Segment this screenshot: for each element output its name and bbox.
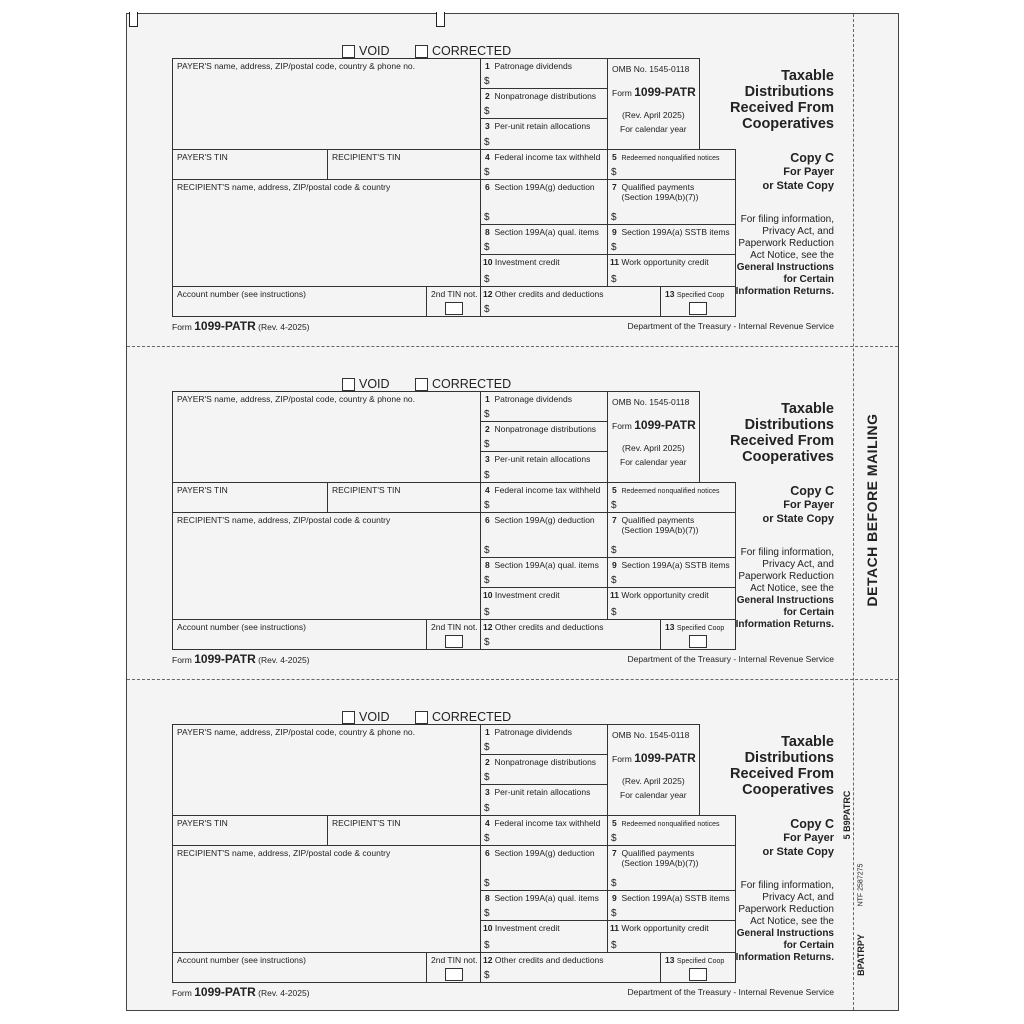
box-4[interactable]: [480, 149, 608, 180]
box-5-dollar: $: [611, 167, 617, 178]
payer-label: PAYER'S name, address, ZIP/postal code, country & phone no.: [177, 394, 416, 404]
second-tin-label: 2nd TIN not.: [431, 622, 478, 632]
payer-tin-label: PAYER'S TIN: [177, 818, 228, 828]
box-11-dollar: $: [611, 607, 617, 618]
side-code-2: NTF 2587275: [857, 863, 865, 907]
box-11[interactable]: [607, 254, 736, 287]
payer-tin-box[interactable]: [172, 482, 328, 513]
vertical-perforation: [853, 14, 854, 1010]
recipient-label: RECIPIENT'S name, address, ZIP/postal code & country: [177, 515, 391, 525]
second-tin-box[interactable]: [426, 952, 481, 983]
box-1-label: 1 Patronage dividends: [485, 394, 572, 404]
box-8[interactable]: [480, 890, 608, 921]
calendar-year-label: For calendar year: [620, 790, 687, 800]
second-tin-label: 2nd TIN not.: [431, 955, 478, 965]
box-3-dollar: $: [484, 803, 490, 814]
box-10-dollar: $: [484, 274, 490, 285]
second-tin-box[interactable]: [426, 619, 481, 650]
void-checkbox[interactable]: [342, 44, 390, 58]
box-3[interactable]: [480, 118, 608, 150]
omb-number: OMB No. 1545-0118: [612, 730, 690, 740]
corrected-box[interactable]: [415, 711, 428, 724]
box-10[interactable]: [480, 920, 608, 953]
payer-tin-label: PAYER'S TIN: [177, 485, 228, 495]
payer-tin-box[interactable]: [172, 149, 328, 180]
box-8[interactable]: [480, 557, 608, 588]
box-12-dollar: $: [484, 304, 490, 315]
box-1-dollar: $: [484, 76, 490, 87]
box-2-label: 2 Nonpatronage distributions: [485, 424, 597, 434]
form-title: Taxable Distributions Received From Cooperatives: [730, 401, 834, 465]
box-10[interactable]: [480, 587, 608, 620]
void-label: VOID: [359, 377, 390, 391]
account-number-box[interactable]: [172, 286, 427, 317]
box-4-dollar: $: [484, 500, 490, 511]
box-2-dollar: $: [484, 106, 490, 117]
account-number-box[interactable]: [172, 952, 427, 983]
footer-form-id: Form 1099-PATR (Rev. 4-2025): [172, 652, 310, 666]
footer-form-id: Form 1099-PATR (Rev. 4-2025): [172, 985, 310, 999]
box-4-label: 4 Federal income tax withheld: [485, 818, 601, 828]
box-3[interactable]: [480, 784, 608, 816]
footer-department: Department of the Treasury - Internal Revenue Service: [627, 987, 834, 997]
box-9-dollar: $: [611, 575, 617, 586]
box-4-label: 4 Federal income tax withheld: [485, 485, 601, 495]
second-tin-label: 2nd TIN not.: [431, 289, 478, 299]
box-10-label: 10 Investment credit: [483, 923, 560, 933]
void-box[interactable]: [342, 711, 355, 724]
payer-box[interactable]: [172, 58, 481, 150]
box-12-label: 12 Other credits and deductions: [483, 622, 604, 632]
second-tin-box[interactable]: [426, 286, 481, 317]
box-9[interactable]: [607, 224, 736, 255]
copy-designation: Copy C For Payer or State Copy: [762, 151, 834, 192]
box-5-label: 5 Redeemed nonqualified notices: [612, 152, 720, 162]
form-1099-patr-2: [172, 347, 842, 667]
box-6-label: 6 Section 199A(g) deduction: [485, 848, 595, 858]
recipient-label: RECIPIENT'S name, address, ZIP/postal code & country: [177, 848, 391, 858]
box-8[interactable]: [480, 224, 608, 255]
box-5[interactable]: [607, 149, 736, 180]
recipient-box[interactable]: [172, 845, 481, 953]
box-11-label: 11 Work opportunity credit: [610, 590, 709, 600]
box-1-dollar: $: [484, 742, 490, 753]
box-2[interactable]: [480, 754, 608, 785]
box-7-dollar: $: [611, 545, 617, 556]
box-10-dollar: $: [484, 940, 490, 951]
box-6-label: 6 Section 199A(g) deduction: [485, 182, 595, 192]
corrected-box[interactable]: [415, 45, 428, 58]
specified-coop-checkbox[interactable]: [689, 968, 707, 981]
box-10[interactable]: [480, 254, 608, 287]
box-8-label: 8 Section 199A(a) qual. items: [485, 893, 599, 903]
void-checkbox[interactable]: [342, 377, 390, 391]
box-7-label: 7 Qualified payments (Section 199A(b)(7)): [612, 848, 699, 868]
box-10-label: 10 Investment credit: [483, 257, 560, 267]
box-7[interactable]: [607, 512, 736, 558]
box-12[interactable]: [480, 619, 661, 650]
box-1-dollar: $: [484, 409, 490, 420]
box-6[interactable]: [480, 179, 608, 225]
side-code-1: 5 B9PATRC: [842, 790, 852, 840]
box-5-dollar: $: [611, 500, 617, 511]
box-6-dollar: $: [484, 212, 490, 223]
corrected-checkbox[interactable]: [415, 377, 511, 391]
box-5[interactable]: [607, 815, 736, 846]
void-box[interactable]: [342, 378, 355, 391]
box-7-dollar: $: [611, 212, 617, 223]
form-id: Form 1099-PATR: [612, 751, 696, 765]
copy-designation: Copy C For Payer or State Copy: [762, 484, 834, 525]
box-1[interactable]: [480, 391, 608, 422]
form-title: Taxable Distributions Received From Cooperatives: [730, 734, 834, 798]
box-12-dollar: $: [484, 970, 490, 981]
recipient-tin-label: RECIPIENT'S TIN: [332, 485, 401, 495]
box-8-dollar: $: [484, 242, 490, 253]
form-id: Form 1099-PATR: [612, 85, 696, 99]
payer-label: PAYER'S name, address, ZIP/postal code, country & phone no.: [177, 727, 416, 737]
box-6-label: 6 Section 199A(g) deduction: [485, 515, 595, 525]
box-7-label: 7 Qualified payments (Section 199A(b)(7)): [612, 515, 699, 535]
box-3-dollar: $: [484, 470, 490, 481]
box-5-dollar: $: [611, 833, 617, 844]
box-5-label: 5 Redeemed nonqualified notices: [612, 485, 720, 495]
box-13[interactable]: [660, 952, 736, 983]
box-9-label: 9 Section 199A(a) SSTB items: [612, 893, 730, 903]
box-8-dollar: $: [484, 908, 490, 919]
box-3-label: 3 Per-unit retain allocations: [485, 121, 591, 131]
box-8-label: 8 Section 199A(a) qual. items: [485, 227, 599, 237]
box-11-label: 11 Work opportunity credit: [610, 923, 709, 933]
box-4-dollar: $: [484, 167, 490, 178]
corrected-checkbox[interactable]: [415, 44, 511, 58]
void-checkbox[interactable]: [342, 710, 390, 724]
omb-number: OMB No. 1545-0118: [612, 397, 690, 407]
box-2[interactable]: [480, 421, 608, 452]
footer-department: Department of the Treasury - Internal Revenue Service: [627, 321, 834, 331]
specified-coop-checkbox[interactable]: [689, 302, 707, 315]
payer-tin-label: PAYER'S TIN: [177, 152, 228, 162]
box-12[interactable]: [480, 286, 661, 317]
revision-date: (Rev. April 2025): [622, 443, 685, 453]
box-1[interactable]: [480, 724, 608, 755]
box-12-dollar: $: [484, 637, 490, 648]
box-12[interactable]: [480, 952, 661, 983]
box-9[interactable]: [607, 890, 736, 921]
payer-box[interactable]: [172, 391, 481, 483]
box-8-dollar: $: [484, 575, 490, 586]
box-12-label: 12 Other credits and deductions: [483, 955, 604, 965]
void-box[interactable]: [342, 45, 355, 58]
box-11-dollar: $: [611, 274, 617, 285]
account-label: Account number (see instructions): [177, 622, 306, 632]
box-2-dollar: $: [484, 439, 490, 450]
void-label: VOID: [359, 710, 390, 724]
box-6-dollar: $: [484, 878, 490, 889]
box-2[interactable]: [480, 88, 608, 119]
box-1-label: 1 Patronage dividends: [485, 61, 572, 71]
box-12-label: 12 Other credits and deductions: [483, 289, 604, 299]
box-2-label: 2 Nonpatronage distributions: [485, 757, 597, 767]
account-label: Account number (see instructions): [177, 289, 306, 299]
box-7[interactable]: [607, 845, 736, 891]
recipient-tin-box[interactable]: [327, 149, 481, 180]
recipient-tin-label: RECIPIENT'S TIN: [332, 818, 401, 828]
box-10-label: 10 Investment credit: [483, 590, 560, 600]
payer-label: PAYER'S name, address, ZIP/postal code, country & phone no.: [177, 61, 416, 71]
footer-department: Department of the Treasury - Internal Revenue Service: [627, 654, 834, 664]
box-11[interactable]: [607, 587, 736, 620]
box-1[interactable]: [480, 58, 608, 89]
form-title: Taxable Distributions Received From Cooperatives: [730, 68, 834, 132]
recipient-label: RECIPIENT'S name, address, ZIP/postal code & country: [177, 182, 391, 192]
void-label: VOID: [359, 44, 390, 58]
corrected-label: CORRECTED: [432, 377, 512, 391]
form-1099-patr-3: [172, 680, 842, 1000]
box-9-dollar: $: [611, 242, 617, 253]
form-1099-patr-1: [172, 14, 842, 334]
corrected-checkbox[interactable]: [415, 710, 511, 724]
calendar-year-label: For calendar year: [620, 124, 687, 134]
box-9-dollar: $: [611, 908, 617, 919]
box-3[interactable]: [480, 451, 608, 483]
recipient-box[interactable]: [172, 179, 481, 287]
box-13-label: 13 Specified Coop: [665, 622, 725, 632]
revision-date: (Rev. April 2025): [622, 110, 685, 120]
box-5-label: 5 Redeemed nonqualified notices: [612, 818, 720, 828]
box-6[interactable]: [480, 845, 608, 891]
recipient-tin-box[interactable]: [327, 482, 481, 513]
corrected-label: CORRECTED: [432, 710, 512, 724]
box-11[interactable]: [607, 920, 736, 953]
box-7-label: 7 Qualified payments (Section 199A(b)(7)): [612, 182, 699, 202]
recipient-tin-label: RECIPIENT'S TIN: [332, 152, 401, 162]
box-9[interactable]: [607, 557, 736, 588]
second-tin-checkbox[interactable]: [445, 968, 463, 981]
box-7-dollar: $: [611, 878, 617, 889]
box-11-label: 11 Work opportunity credit: [610, 257, 709, 267]
form-id-block: [607, 58, 700, 150]
box-4[interactable]: [480, 815, 608, 846]
form-id: Form 1099-PATR: [612, 418, 696, 432]
calendar-year-label: For calendar year: [620, 457, 687, 467]
filing-info-notice: For filing information, Privacy Act, and Paperwork Reduction Act Notice, see the General Instructions for Certain Information Returns.: [735, 547, 834, 630]
filing-info-notice: For filing information, Privacy Act, and Paperwork Reduction Act Notice, see the General Instructions for Certain Information Returns.: [735, 214, 834, 297]
box-8-label: 8 Section 199A(a) qual. items: [485, 560, 599, 570]
box-6-dollar: $: [484, 545, 490, 556]
box-13-label: 13 Specified Coop: [665, 955, 725, 965]
specified-coop-checkbox[interactable]: [689, 635, 707, 648]
filing-info-notice: For filing information, Privacy Act, and Paperwork Reduction Act Notice, see the General Instructions for Certain Information Returns.: [735, 880, 834, 963]
account-number-box[interactable]: [172, 619, 427, 650]
recipient-box[interactable]: [172, 512, 481, 620]
box-2-label: 2 Nonpatronage distributions: [485, 91, 597, 101]
box-1-label: 1 Patronage dividends: [485, 727, 572, 737]
box-6[interactable]: [480, 512, 608, 558]
box-4[interactable]: [480, 482, 608, 513]
account-label: Account number (see instructions): [177, 955, 306, 965]
copy-designation: Copy C For Payer or State Copy: [762, 817, 834, 858]
footer-form-id: Form 1099-PATR (Rev. 4-2025): [172, 319, 310, 333]
corner-mark-left: [129, 12, 138, 27]
box-9-label: 9 Section 199A(a) SSTB items: [612, 560, 730, 570]
second-tin-checkbox[interactable]: [445, 635, 463, 648]
box-4-dollar: $: [484, 833, 490, 844]
box-2-dollar: $: [484, 772, 490, 783]
box-4-label: 4 Federal income tax withheld: [485, 152, 601, 162]
form-id-block: [607, 391, 700, 483]
box-7[interactable]: [607, 179, 736, 225]
box-13[interactable]: [660, 619, 736, 650]
box-3-label: 3 Per-unit retain allocations: [485, 454, 591, 464]
second-tin-checkbox[interactable]: [445, 302, 463, 315]
payer-box[interactable]: [172, 724, 481, 816]
detach-before-mailing: DETACH BEFORE MAILING: [864, 413, 880, 607]
side-code-3: BPATRPY: [856, 934, 866, 976]
corrected-box[interactable]: [415, 378, 428, 391]
box-13-label: 13 Specified Coop: [665, 289, 725, 299]
recipient-tin-box[interactable]: [327, 815, 481, 846]
box-10-dollar: $: [484, 607, 490, 618]
omb-number: OMB No. 1545-0118: [612, 64, 690, 74]
form-id-block: [607, 724, 700, 816]
corrected-label: CORRECTED: [432, 44, 512, 58]
box-9-label: 9 Section 199A(a) SSTB items: [612, 227, 730, 237]
revision-date: (Rev. April 2025): [622, 776, 685, 786]
box-3-label: 3 Per-unit retain allocations: [485, 787, 591, 797]
box-5[interactable]: [607, 482, 736, 513]
box-3-dollar: $: [484, 137, 490, 148]
box-11-dollar: $: [611, 940, 617, 951]
box-13[interactable]: [660, 286, 736, 317]
payer-tin-box[interactable]: [172, 815, 328, 846]
